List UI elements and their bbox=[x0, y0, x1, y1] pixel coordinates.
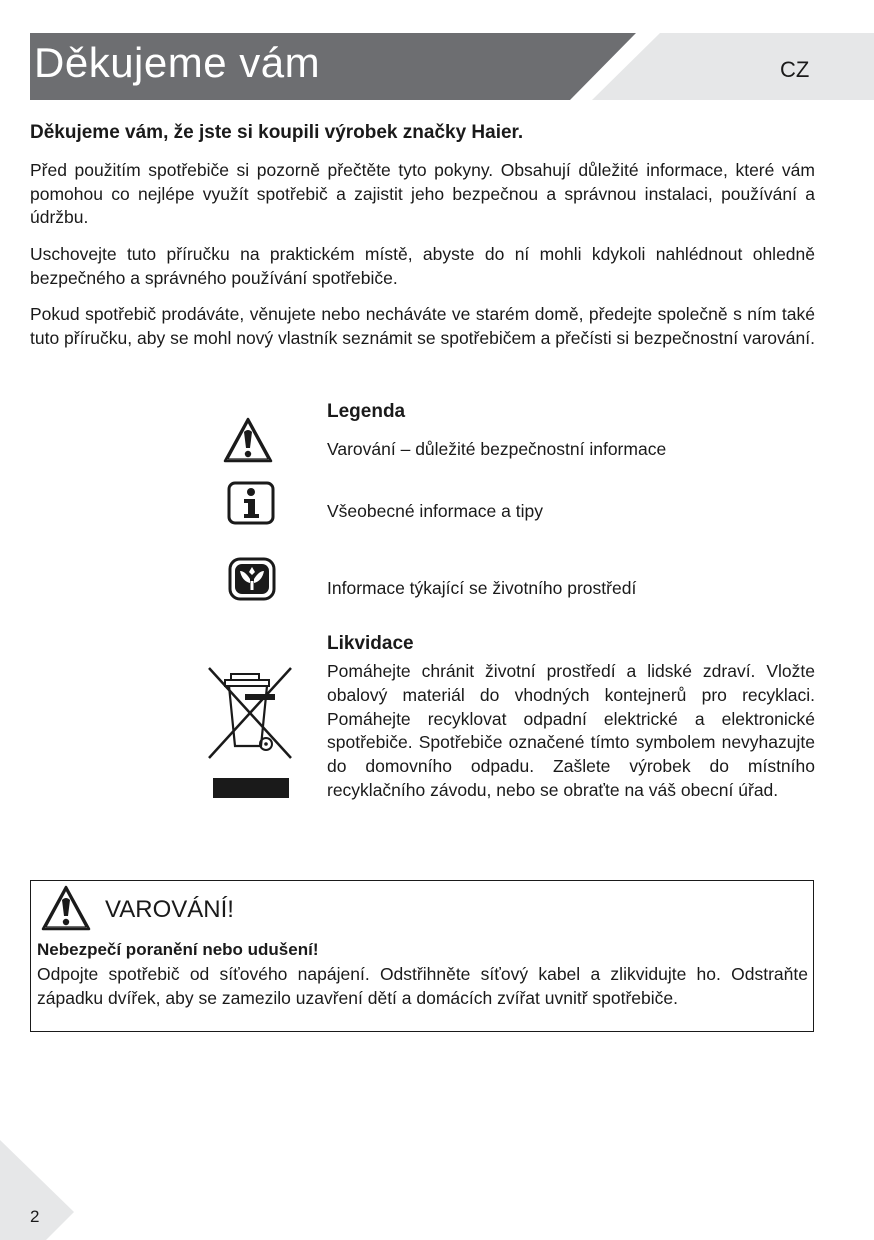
legend-item-environment: Informace týkající se životního prostředí bbox=[327, 578, 637, 598]
legend-item-info: Všeobecné informace a tipy bbox=[327, 501, 543, 521]
language-code: CZ bbox=[780, 57, 810, 82]
warning-subtitle: Nebezpečí poranění nebo udušení! bbox=[37, 940, 319, 959]
warning-text: Odpojte spotřebič od síťového napájení. Odstřihněte síťový kabel a zlikvidujte ho. Odstraňte západku dvířek, aby se zamezilo uzavření dětí a domácích zvířat uvnitř spotřebiče. bbox=[37, 964, 808, 1008]
header-accent-shape bbox=[592, 33, 874, 100]
page-corner-shape bbox=[0, 1140, 80, 1240]
info-icon bbox=[227, 481, 275, 525]
disposal-text: Pomáhejte chránit životní prostředí a lidské zdraví. Vložte obalový materiál do vhodných kontejnerů pro recyklaci. Pomáhejte recyklovat odpadní elektrické a elektronické spotřebiče. Spotřebiče označené tímto symbolem nevyhazujte do domovního odpadu. Zašlete výrobek do místního recyklačního závodu, nebo se obraťte na váš obecní úřad. bbox=[327, 661, 815, 800]
page-title: Děkujeme vám bbox=[34, 39, 321, 86]
legend-item-warning: Varování – důležité bezpečnostní informace bbox=[327, 439, 667, 459]
intro-paragraph: Uschovejte tuto příručku na praktickém místě, abyste do ní mohli kdykoli nahlédnout ohledně bezpečného a správného používání spotřebiče. bbox=[30, 244, 815, 288]
intro-paragraph: Pokud spotřebič prodáváte, věnujete nebo necháváte ve starém domě, předejte společně s ním také tuto příručku, aby se mohl nový vlastník seznámit se spotřebičem a přečísti si bezpečnostní varování. bbox=[30, 304, 815, 348]
environment-icon bbox=[228, 557, 276, 601]
warning-triangle-icon bbox=[40, 884, 92, 932]
intro-heading: Děkujeme vám, že jste si koupili výrobek značky Haier. bbox=[30, 122, 524, 143]
page-number: 2 bbox=[30, 1207, 40, 1226]
crossed-bin-icon bbox=[205, 664, 297, 800]
disposal-title: Likvidace bbox=[327, 633, 414, 654]
warning-title: VAROVÁNÍ! bbox=[105, 896, 234, 923]
warning-triangle-icon bbox=[222, 416, 274, 464]
legend-title: Legenda bbox=[327, 401, 406, 422]
intro-paragraph: Před použitím spotřebiče si pozorně přečtěte tyto pokyny. Obsahují důležité informace, které vám pomohou co nejlépe využít spotřebič a zajistit jeho bezpečnou a správnou instalaci, používání a údržbu. bbox=[30, 160, 815, 227]
